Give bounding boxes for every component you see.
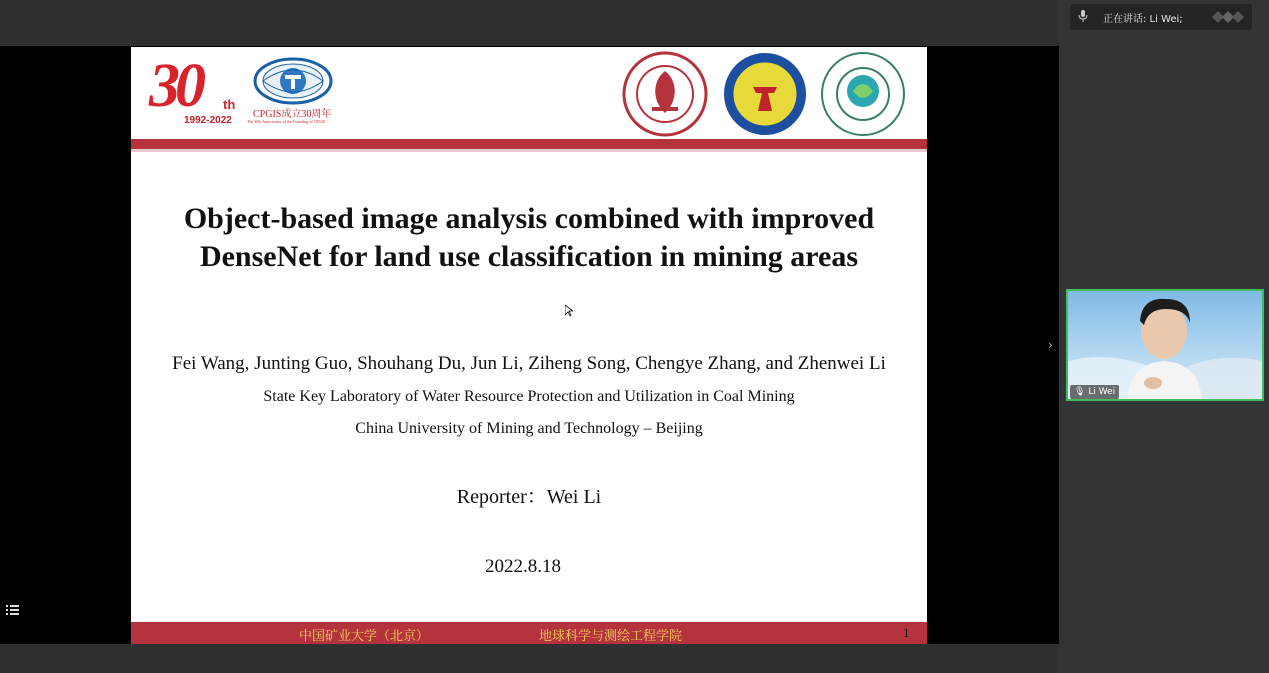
logo-30-years: 1992-2022: [184, 115, 232, 126]
slide-affiliation-lab: State Key Laboratory of Water Resource Protection and Utilization in Coal Mining: [263, 388, 795, 405]
logo-30-suffix: th: [223, 97, 236, 112]
laboratory-seal-icon: [820, 51, 906, 137]
slide-title: Object-based image analysis combined with improved DenseNet for land use classification in mining areas: [183, 202, 875, 273]
collapse-panel-button[interactable]: [1048, 338, 1058, 352]
slide-affiliation-university: China University of Mining and Technology – Beijing: [355, 420, 703, 437]
participant-video-tile[interactable]: [1066, 289, 1264, 401]
participant-video-feed: [1068, 291, 1262, 399]
cursor-icon: [565, 305, 573, 317]
top-toolbar: [0, 0, 1059, 46]
slide-header: [131, 47, 927, 139]
anniversary-30-logo: [149, 52, 244, 127]
footer-college-name: 地球科学与测绘工程学院: [539, 629, 683, 644]
list-icon[interactable]: [6, 604, 20, 616]
speaker-avatars-icon: [1210, 11, 1244, 23]
cpgis-subtitle: The 30th Anniversary of the Founding of CPGIS: [247, 119, 326, 124]
slide-footer: [131, 622, 927, 644]
university-seal-icon: [622, 51, 708, 137]
mic-icon: 🎙: [1074, 387, 1086, 397]
mic-icon: [1078, 10, 1088, 22]
slide-page-number: 1: [903, 625, 910, 640]
participant-name: Li Wei: [1088, 387, 1116, 397]
presentation-slide: [131, 47, 927, 644]
cpgis-logo: [247, 55, 352, 133]
footer-university-name: 中国矿业大学（北京）: [299, 629, 430, 644]
active-speaker-label: 正在讲话: Li Wei;: [1103, 14, 1183, 25]
active-speaker-indicator: [1070, 4, 1252, 30]
chevron-right-icon: ›: [1048, 338, 1053, 352]
slide-header-divider: [131, 139, 927, 149]
slide-authors: Fei Wang, Junting Guo, Shouhang Du, Jun Li, Ziheng Song, Chengye Zhang, and Zhenwei Li: [172, 353, 886, 374]
logo-30-number: 30: [149, 52, 201, 120]
slide-reporter: Reporter：Wei Li: [456, 486, 602, 508]
participant-name-tag: [1070, 385, 1119, 399]
slide-header-divider-shadow: [131, 149, 927, 152]
bottom-toolbar: [0, 644, 1059, 673]
geoscience-college-seal-icon: [722, 51, 808, 137]
slide-date: 2022.8.18: [485, 556, 561, 577]
cpgis-label: CPGIS成立30周年: [253, 109, 332, 120]
cpgis-globe-icon: [247, 55, 352, 107]
